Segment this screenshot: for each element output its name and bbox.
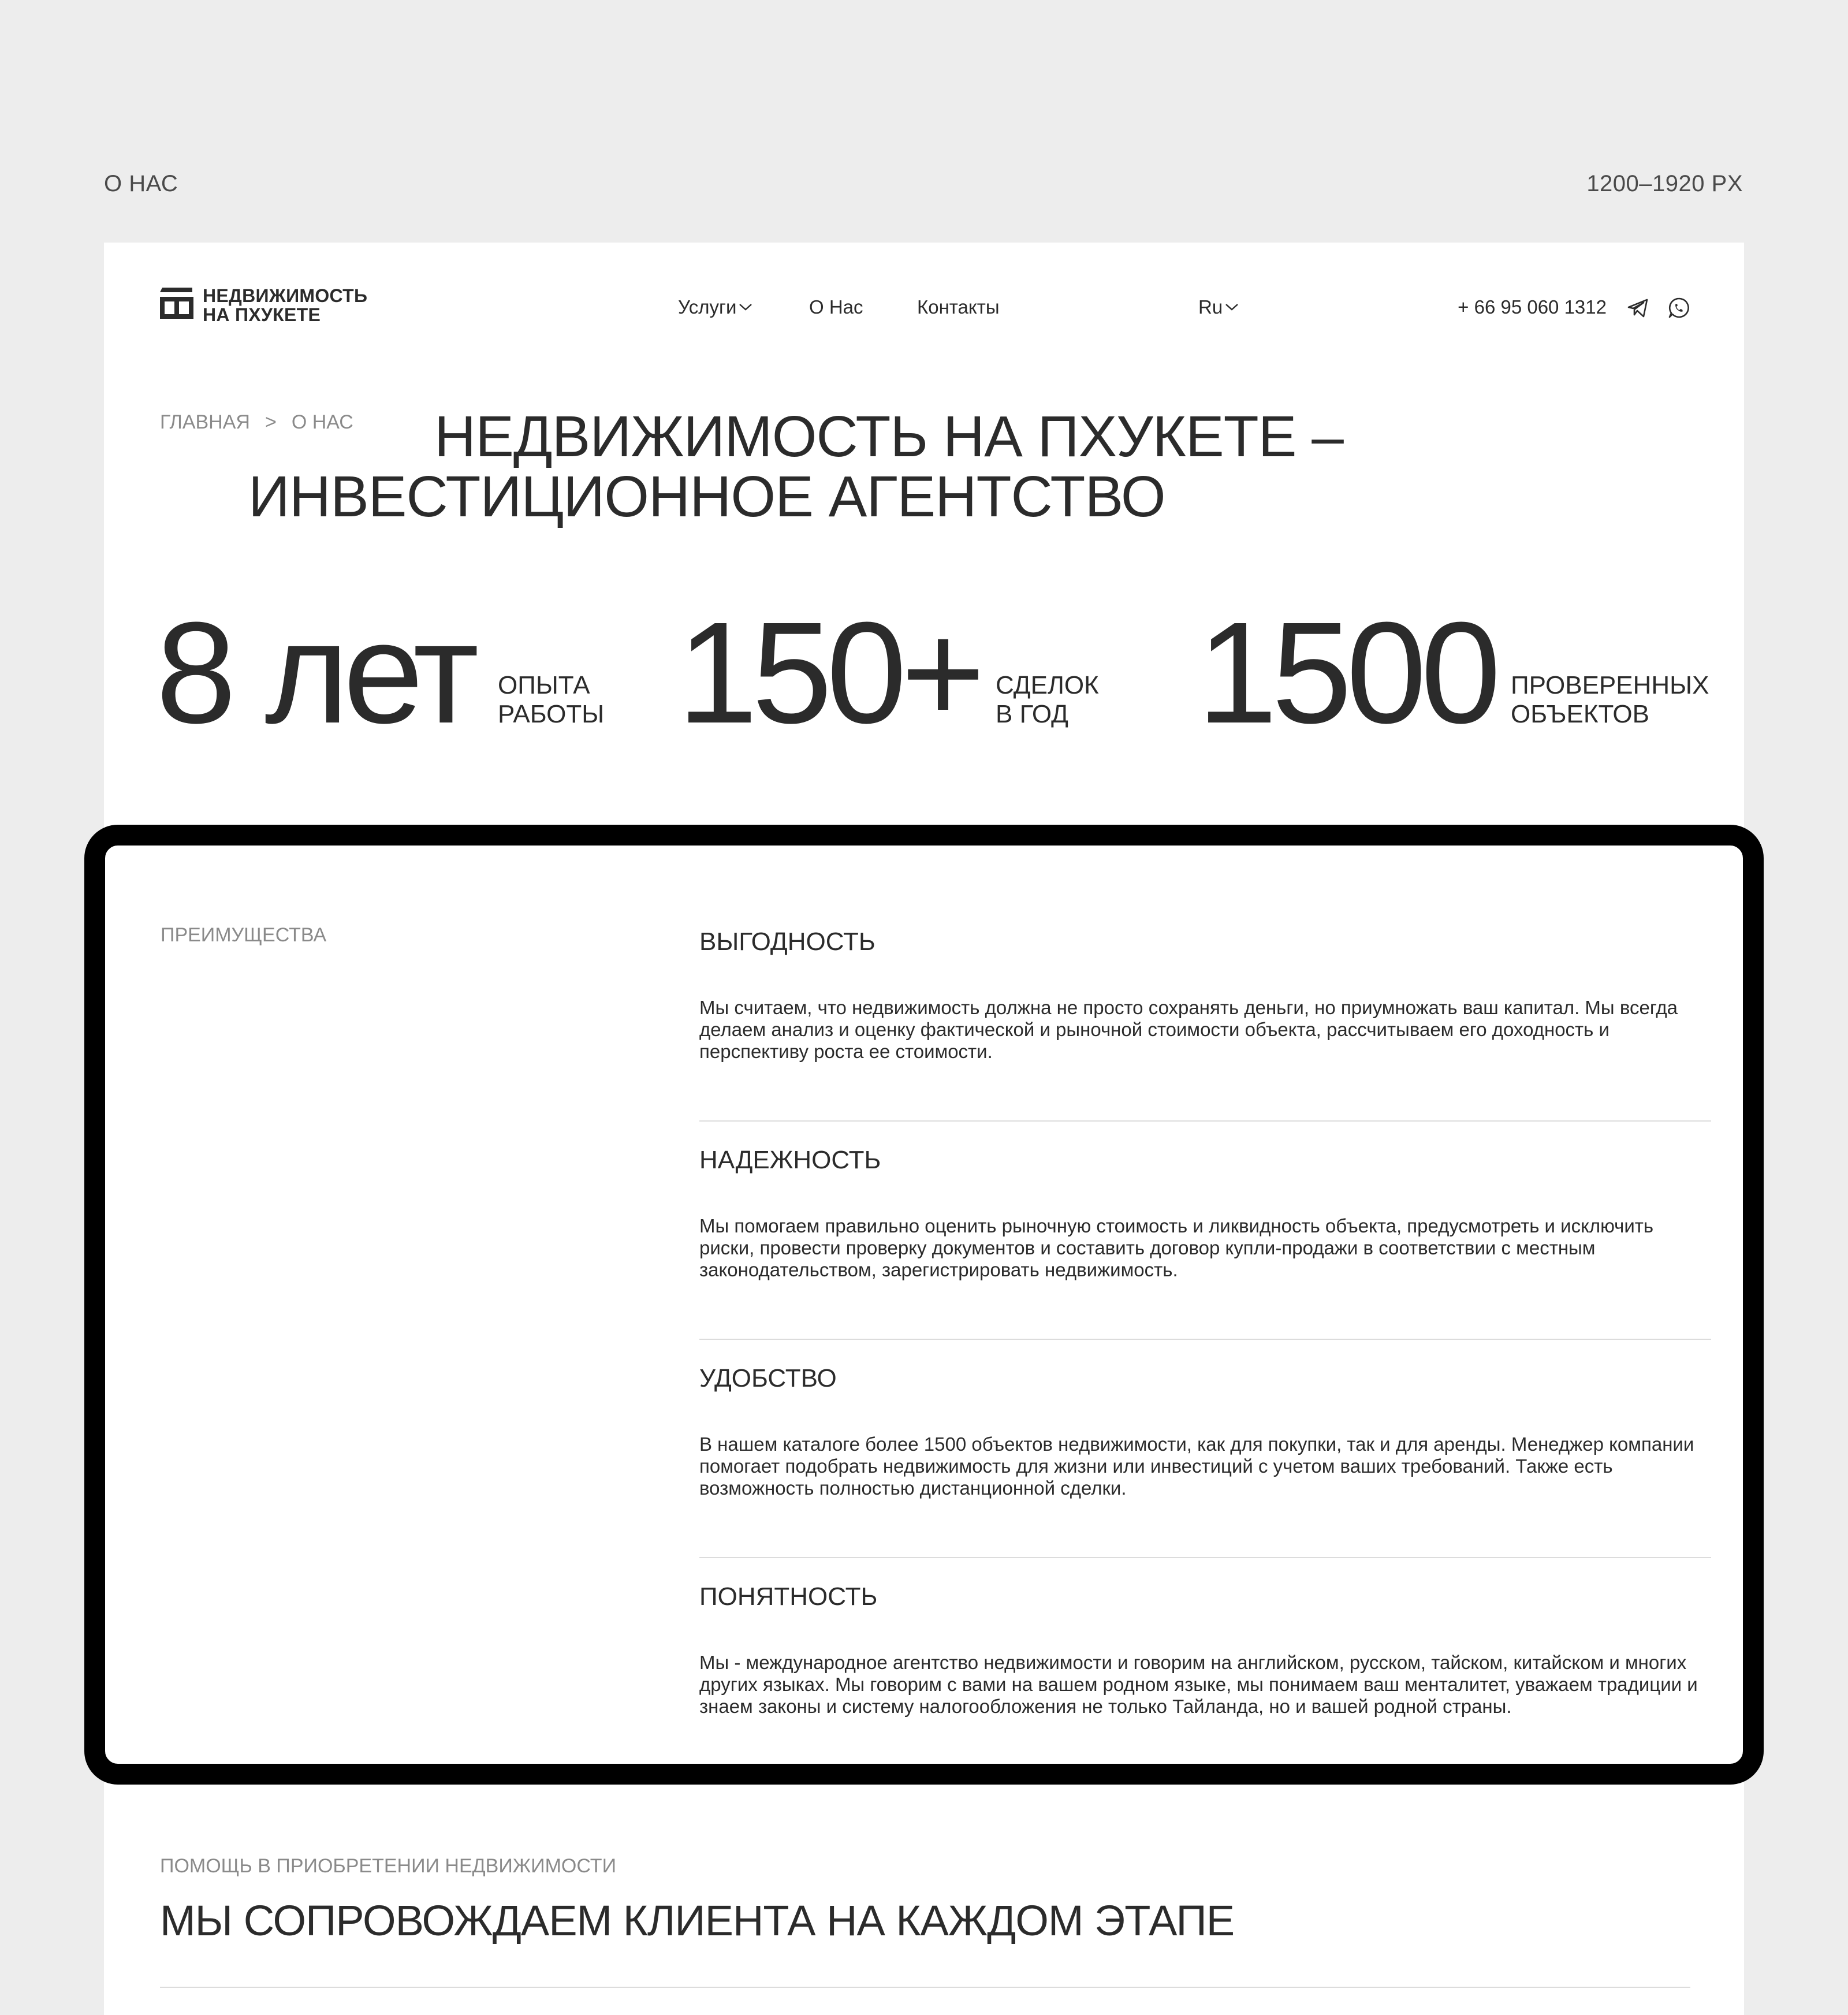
- logo-line2: НА ПХУКЕТЕ: [203, 304, 321, 325]
- advantage-item: [699, 1122, 1711, 1340]
- breadcrumb-separator: >: [264, 411, 277, 433]
- whatsapp-icon: [1667, 296, 1690, 319]
- advantage-text: Мы считаем, что недвижимость должна не просто сохранять деньги, но приумножать ваш капитал. Мы всегда делаем анализ и оценку фактической и рыночной стоимости объекта, рассчитываем его доходность и перспективу роста ее стоимости.: [699, 997, 1678, 1062]
- advantages-label: ПРЕИМУЩЕСТВА: [161, 924, 327, 946]
- help-section-title: МЫ СОПРОВОЖДАЕМ КЛИЕНТА НА КАЖДОМ ЭТАПЕ: [160, 1897, 1235, 1945]
- breadcrumb: [160, 411, 353, 434]
- frame-label-left: О НАС: [104, 171, 178, 196]
- advantage-text: Мы - международное агентство недвижимости и говорим на английском, русском, тайском, китайском и многих других языках. Мы говорим с вами на вашем родном языке, мы понимаем ваш менталитет, уважаем традиции и знаем законы и систему налогообложения не только Тайланда, но и вашей родной страны.: [699, 1652, 1698, 1717]
- advantage-title: ВЫГОДНОСТЬ: [699, 928, 875, 956]
- logo[interactable]: [159, 286, 367, 325]
- logo-text: [203, 286, 367, 325]
- frame-label-right: 1200–1920 PX: [1586, 171, 1743, 196]
- page-title-line2: ИНВЕСТИЦИОННОЕ АГЕНТСТВО: [248, 464, 1165, 529]
- stat-years-label: ОПЫТА РАБОТЫ: [498, 671, 605, 728]
- phone-link[interactable]: + 66 95 060 1312: [1458, 296, 1607, 318]
- language-select[interactable]: [1198, 296, 1239, 318]
- advantage-item: [699, 1558, 1711, 1775]
- advantage-title: УДОБСТВО: [699, 1364, 837, 1392]
- breadcrumb-current: О НАС: [291, 411, 353, 433]
- divider: [160, 1987, 1690, 1988]
- advantages-card: [84, 825, 1764, 1785]
- advantage-text: В нашем каталоге более 1500 объектов недвижимости, как для покупки, так и для аренды. Менеджер компании помогает подобрать недвижимость для жизни или инвестиций с учетом ваших требований. Также есть возможность полностью дистанционной сделки.: [699, 1433, 1694, 1499]
- nav-about[interactable]: О Нас: [809, 296, 863, 318]
- chevron-down-icon: [1225, 303, 1239, 311]
- telegram-button[interactable]: [1626, 296, 1649, 319]
- advantage-text: Мы помогаем правильно оценить рыночную стоимость и ликвидность объекта, предусмотреть и исключить риски, провести проверку документов и составить договор купли-продажи в соответствии с местным законодательством, зарегистрировать недвижимость.: [699, 1215, 1654, 1280]
- telegram-icon: [1626, 296, 1649, 319]
- logo-line1: НЕДВИЖИМОСТЬ: [203, 285, 368, 306]
- whatsapp-button[interactable]: [1667, 296, 1690, 319]
- stat-deals-value: 150+: [677, 592, 980, 753]
- house-logo-icon: [159, 286, 195, 325]
- nav-services-label: Услуги: [678, 296, 737, 318]
- advantages-list: [699, 903, 1711, 1775]
- advantage-item: [699, 1340, 1711, 1558]
- help-section-label: ПОМОЩЬ В ПРИОБРЕТЕНИИ НЕДВИЖИМОСТИ: [160, 1855, 617, 1877]
- breadcrumb-home[interactable]: ГЛАВНАЯ: [160, 411, 250, 433]
- advantage-title: НАДЕЖНОСТЬ: [699, 1146, 881, 1174]
- stat-deals-label: СДЕЛОК В ГОД: [996, 671, 1099, 728]
- nav-services[interactable]: [678, 296, 752, 318]
- nav-contacts[interactable]: Контакты: [917, 296, 1000, 318]
- stat-objects-label: ПРОВЕРЕННЫХ ОБЪЕКТОВ: [1511, 671, 1709, 728]
- stat-years-value: 8 лет: [156, 592, 474, 753]
- advantage-item: [699, 903, 1711, 1122]
- page-title-line1: НЕДВИЖИМОСТЬ НА ПХУКЕТЕ –: [434, 404, 1343, 469]
- chevron-down-icon: [739, 303, 752, 311]
- advantage-title: ПОНЯТНОСТЬ: [699, 1582, 878, 1611]
- language-label: Ru: [1198, 296, 1223, 318]
- stat-objects-value: 1500: [1197, 592, 1496, 753]
